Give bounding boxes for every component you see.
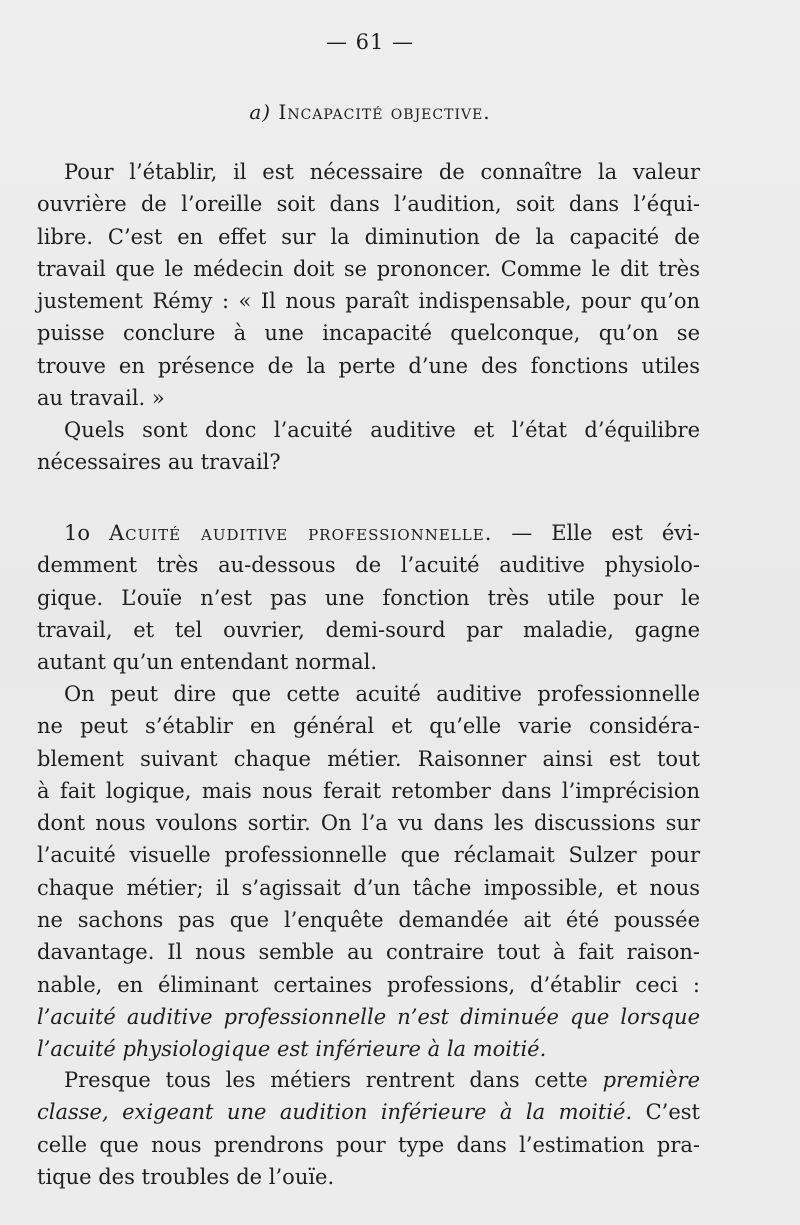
text-line: travail, et tel ouvrier, demi-sourd par maladie, gagne bbox=[37, 617, 700, 642]
section-lead: — Elle est évi- bbox=[511, 521, 700, 545]
text-line: libre. C’est en effet sur la diminution de la capacité de bbox=[37, 224, 700, 249]
italic-line: l’acuité physiologique est inférieure à la moitié. bbox=[37, 1037, 547, 1062]
section-title-line bbox=[37, 517, 700, 549]
text-line: Quels sont donc l’acuité auditive et l’état d’équilibre bbox=[64, 418, 700, 442]
paragraph-2 bbox=[37, 414, 700, 479]
text-fragment: Presque tous les métiers rentrent dans cette bbox=[64, 1068, 588, 1092]
text-line: à fait logique, mais nous ferait retomber dans l’imprécision bbox=[37, 778, 700, 803]
text-line: ne sachons pas que l’enquête demandée ait été poussée bbox=[37, 908, 700, 933]
heading-title: Incapacité objective. bbox=[278, 100, 491, 124]
italic-fragment: première bbox=[602, 1068, 700, 1092]
text-line: nécessaires au travail? bbox=[37, 450, 281, 475]
heading-marker: a) bbox=[249, 100, 272, 124]
text-line: chaque métier; il s’agissait d’un tâche impossible, et nous bbox=[37, 875, 700, 900]
section-number: 1o bbox=[64, 521, 91, 545]
text-line: ouvrière de l’oreille soit dans l’audition, soit dans l’équi- bbox=[37, 192, 700, 217]
text-line bbox=[37, 1096, 700, 1128]
text-line: gique. L’ouïe n’est pas une fonction très utile pour le bbox=[37, 585, 700, 610]
page-number: — 61 — bbox=[325, 30, 415, 54]
italic-fragment: classe, exigeant une audition inférieure à la moitié. bbox=[37, 1100, 633, 1125]
paragraph-1 bbox=[37, 156, 700, 414]
text-line: Pour l’établir, il est nécessaire de connaître la valeur bbox=[64, 160, 700, 184]
text-line: l’acuité visuelle professionnelle que réclamait Sulzer pour bbox=[37, 843, 700, 868]
text-line: travail que le médecin doit se prononcer. Comme le dit très bbox=[37, 256, 700, 281]
text-line: celle que nous prendrons pour type dans l’estimation pra- bbox=[37, 1132, 700, 1157]
text-line: puisse conclure à une incapacité quelconque, qu’on se bbox=[37, 321, 700, 346]
text-line: davantage. Il nous semble au contraire tout à fait raison- bbox=[37, 940, 700, 965]
text-line: nable, en éliminant certaines professions, d’établir ceci : bbox=[37, 972, 700, 997]
italic-line: l’acuité auditive professionnelle n’est diminuée que lorsque bbox=[37, 1004, 700, 1029]
text-line: blement suivant chaque métier. Raisonner ainsi est tout bbox=[37, 746, 700, 771]
text-line: justement Rémy : « Il nous paraît indispensable, pour qu’on bbox=[37, 289, 700, 314]
text-line: demment très au-dessous de l’acuité auditive physiolo- bbox=[37, 553, 700, 578]
paragraph-3 bbox=[37, 517, 700, 678]
text-line: tique des troubles de l’ouïe. bbox=[37, 1164, 335, 1189]
paragraph-4 bbox=[37, 678, 700, 1066]
paragraph-5 bbox=[37, 1064, 700, 1193]
text-line: trouve en présence de la perte d’une des fonctions utiles bbox=[37, 353, 700, 378]
text-line: dont nous voulons sortir. On l’a vu dans les discussions sur bbox=[37, 811, 700, 836]
section-heading bbox=[0, 100, 740, 124]
text-line bbox=[37, 1064, 700, 1096]
text-line: autant qu’un entendant normal. bbox=[37, 650, 377, 675]
section-title: Acuité auditive professionnelle. bbox=[108, 521, 493, 545]
text-line: ne peut s’établir en général et qu’elle varie considéra- bbox=[37, 714, 700, 739]
text-line: au travail. » bbox=[37, 386, 165, 411]
text-line: On peut dire que cette acuité auditive professionnelle bbox=[64, 682, 700, 706]
text-fragment: C’est bbox=[645, 1100, 700, 1125]
